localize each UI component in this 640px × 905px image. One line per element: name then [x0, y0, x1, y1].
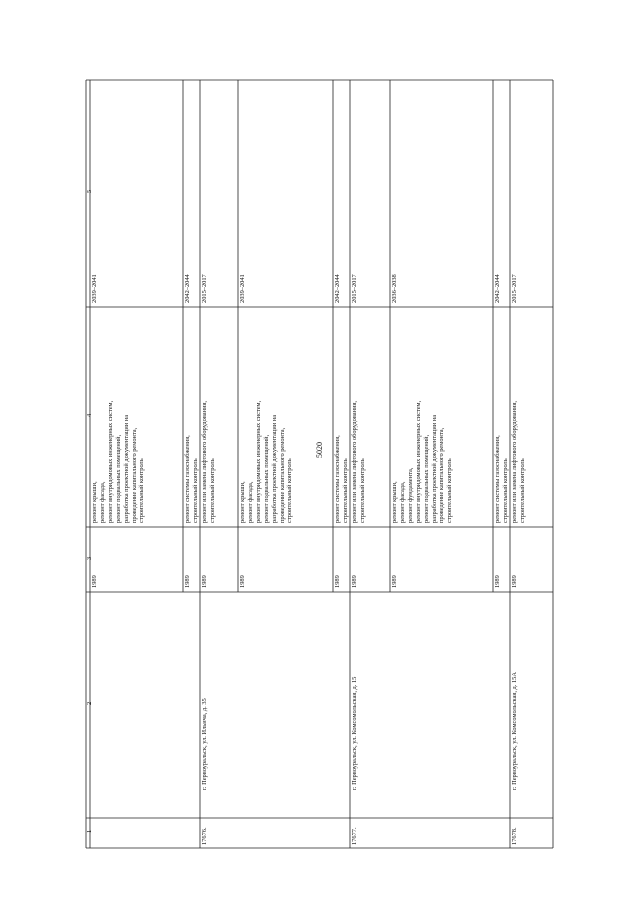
work-list-line: разработка проектной документации на [122, 414, 130, 523]
work-list [391, 401, 454, 523]
work-list-line: ремонт или замена лифтового оборудования, [511, 400, 518, 523]
work-list-line: строительный контроль [446, 458, 454, 523]
work-list-line: ремонт подвальных помещений, [262, 434, 270, 523]
address [201, 698, 209, 790]
period-line: 2039–2041 [91, 274, 98, 303]
build-year-line: 1989 [334, 575, 341, 588]
period [201, 274, 209, 303]
work-list-line: ремонт системы газоснабжения, [494, 435, 501, 523]
work-list-line: разработка проектной документации на [270, 414, 278, 523]
work-list [511, 401, 527, 523]
work-list-line: ремонт подвальных помещений, [422, 434, 430, 523]
period [511, 274, 519, 303]
build-year [239, 575, 247, 588]
column-header: 3 [86, 556, 93, 560]
build-year [201, 575, 209, 588]
work-list-line: ремонт крыши, [239, 481, 246, 523]
work-list-line: строительный контроль [286, 458, 294, 523]
column-header: 5 [86, 189, 93, 193]
address [351, 677, 359, 790]
row-number-line: 17676. [201, 827, 208, 845]
work-list-line: ремонт внутридомовых инженерных систем, [106, 400, 114, 523]
row-number [351, 827, 359, 845]
period-line: 2039–2041 [239, 274, 246, 303]
row-number-line: 17678. [511, 827, 518, 845]
column-header: 2 [86, 701, 93, 705]
build-year [351, 575, 359, 588]
work-list [184, 435, 200, 523]
build-year [391, 575, 399, 588]
work-list-line: ремонт подвальных помещений, [114, 434, 122, 523]
period-line: 2042–2044 [494, 274, 501, 303]
period-line: 2015–2017 [201, 274, 208, 303]
column-header: 1 [86, 829, 93, 833]
work-list-line: ремонт крыши, [391, 481, 398, 523]
period-line: 2042–2044 [184, 274, 191, 303]
work-list-line: ремонт или замена лифтового оборудования, [201, 400, 208, 523]
work-list-line: ремонт фасада, [98, 481, 106, 523]
work-list-line: ремонт крыши, [91, 481, 98, 523]
work-list-line: разработка проектной документации на [430, 414, 438, 523]
work-list-line: ремонт фасада, [246, 481, 254, 523]
build-year [511, 575, 519, 588]
build-year-line: 1989 [201, 575, 208, 588]
period [391, 274, 399, 303]
period [239, 274, 247, 303]
build-year-line: 1989 [494, 575, 501, 588]
work-list-line: проведение капитального ремонта, [130, 427, 138, 523]
build-year-line: 1989 [91, 575, 98, 588]
period [351, 274, 359, 303]
build-year [91, 575, 99, 588]
address [511, 672, 519, 790]
period-line: 2015–2017 [511, 274, 518, 303]
period-line: 2042–2044 [334, 274, 341, 303]
work-list-line: ремонт или замена лифтового оборудования, [351, 400, 358, 523]
row-number [201, 827, 209, 845]
work-list-line: ремонт фундамента, [406, 467, 414, 523]
work-list [201, 401, 217, 523]
work-list-line: строительный контроль [518, 458, 526, 523]
work-list-line: ремонт системы газоснабжения, [184, 435, 191, 523]
build-year-line: 1989 [184, 575, 191, 588]
row-number [511, 827, 519, 845]
work-list [351, 401, 367, 523]
period [334, 274, 342, 303]
address-line: г. Первоуральск, ул. Ильича, д. 35 [201, 698, 208, 790]
period [91, 274, 99, 303]
work-list-line: проведение капитального ремонта, [278, 427, 286, 523]
work-list [239, 401, 294, 523]
period-line: 2036–2038 [391, 274, 398, 303]
work-list-line: строительный контроль [208, 458, 216, 523]
work-list-line: ремонт внутридомовых инженерных систем, [414, 400, 422, 523]
work-list-line: строительный контроль [501, 458, 509, 523]
work-list-line: ремонт фасада, [398, 481, 406, 523]
work-list-line: строительный контроль [138, 458, 146, 523]
build-year-line: 1989 [391, 575, 398, 588]
period [494, 274, 502, 303]
period-line: 2015–2017 [351, 274, 358, 303]
page-number: 5020 [315, 442, 324, 458]
period [184, 274, 192, 303]
work-list-line: ремонт внутридомовых инженерных систем, [254, 400, 262, 523]
work-list [91, 401, 146, 523]
work-list-line: строительный контроль [341, 458, 349, 523]
build-year-line: 1989 [239, 575, 246, 588]
address-line: г. Первоуральск, ул. Комсомольская, д. 15 [351, 676, 358, 790]
work-list-line: строительный контроль [191, 458, 199, 523]
work-list [334, 435, 350, 523]
work-list-line: ремонт системы газоснабжения, [334, 435, 341, 523]
build-year [184, 575, 192, 588]
row-number-line: 17677. [351, 827, 358, 845]
build-year-line: 1989 [351, 575, 358, 588]
address-line: г. Первоуральск, ул. Комсомольская, д. 15А [511, 672, 518, 790]
build-year [494, 575, 502, 588]
work-list-line: проведение капитального ремонта, [438, 427, 446, 523]
work-list-line: строительный контроль [358, 458, 366, 523]
build-year-line: 1989 [511, 575, 518, 588]
column-header: 4 [86, 413, 93, 417]
work-list [494, 435, 510, 523]
build-year [334, 575, 342, 588]
